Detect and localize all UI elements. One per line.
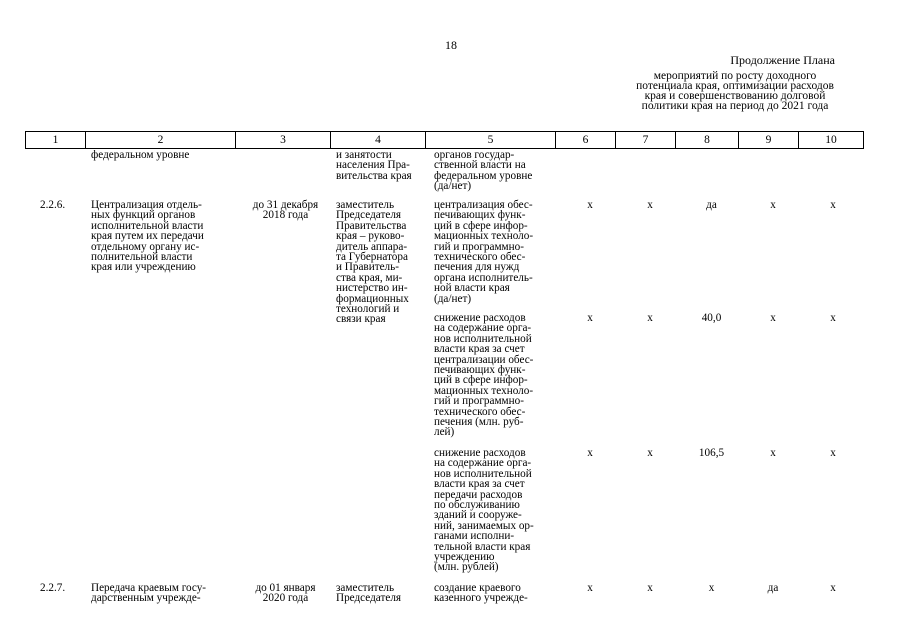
deadline: до 31 декабря 2018 года bbox=[252, 199, 319, 222]
value-col10: х bbox=[830, 447, 836, 459]
column-number: 1 bbox=[26, 132, 86, 149]
carryover-indicator: органов государ- ственной власти на федеральном уровне (да/нет) bbox=[434, 149, 533, 193]
carryover-responsible: и занятости населения Пра- вительства края bbox=[336, 149, 412, 182]
plan-title-line: края и совершенствованию долговой bbox=[644, 90, 826, 102]
plan-title-line: политики края на период до 2021 года bbox=[641, 100, 829, 112]
value-col8: 106,5 bbox=[698, 447, 725, 459]
column-number: 7 bbox=[616, 132, 676, 149]
indicator-text: создание краевого казенного учрежде- bbox=[434, 582, 528, 605]
measure-title: Передача краевым госу- дарственным учрежде- bbox=[91, 582, 207, 605]
continuation-label: Продолжение Плана bbox=[730, 53, 835, 67]
responsible: заместитель Председателя bbox=[336, 582, 402, 605]
value-col8: да bbox=[706, 199, 717, 211]
value-col6: х bbox=[587, 312, 593, 324]
value-col7: х bbox=[647, 312, 653, 324]
indicator-text: снижение расходов на содержание орга- нов исполнительной власти края за счет централизации обес- печивающих функ- ций в сфере инфор- мационных техноло- гий и программно- технического обес- печения (млн. руб- лей) bbox=[434, 312, 534, 439]
value-col9: х bbox=[770, 199, 776, 211]
value-col10: х bbox=[830, 312, 836, 324]
indicator-text: централизация обес- печивающих функ- ций в сфере инфор- мационных техноло- гий и программно- технического обес- печения для нужд органа исполнитель- ной власти края (да/нет) bbox=[434, 199, 534, 305]
column-number: 3 bbox=[236, 132, 331, 149]
column-number: 2 bbox=[86, 132, 236, 149]
value-col8: х bbox=[708, 582, 715, 594]
column-number: 4 bbox=[331, 132, 426, 149]
document-header bbox=[605, 55, 865, 111]
value-col6: х bbox=[587, 582, 593, 594]
responsible: заместитель Председателя Правительства края – руково- дитель аппара- та Губернатора и Правитель- ства края, ми- нистерство ин- формационных технологий и связи края bbox=[336, 199, 409, 326]
row-number: 2.2.7. bbox=[40, 582, 66, 594]
column-number-header bbox=[25, 131, 864, 149]
measure-title: Централизация отдель- ных функций органов исполнительной власти края путем их передачи отдельному органу ис- полнительной власти края или учреждению bbox=[91, 199, 204, 274]
value-col7: х bbox=[647, 582, 653, 594]
value-col10: х bbox=[830, 199, 836, 211]
value-col9: х bbox=[770, 312, 776, 324]
plan-title-line: потенциала края, оптимизации расходов bbox=[636, 80, 834, 92]
page-number: 18 bbox=[445, 38, 457, 52]
carryover-title: федеральном уровне bbox=[91, 149, 190, 161]
row-number: 2.2.6. bbox=[40, 199, 66, 211]
value-col6: х bbox=[587, 199, 593, 211]
column-number: 6 bbox=[556, 132, 616, 149]
value-col6: х bbox=[587, 447, 593, 459]
deadline: до 01 января 2020 года bbox=[255, 582, 316, 605]
value-col7: х bbox=[647, 447, 653, 459]
column-number: 8 bbox=[676, 132, 739, 149]
indicator-text: снижение расходов на содержание орга- нов исполнительной власти края за счет передачи расходов по обслуживанию зданий и сооруже- ний, занимаемых ор- ганами исполни- тельной власти края учреждению (млн. рублей) bbox=[434, 447, 534, 574]
column-number: 9 bbox=[739, 132, 799, 149]
plan-title-line: мероприятий по росту доходного bbox=[653, 70, 817, 82]
value-col9: х bbox=[770, 447, 776, 459]
value-col7: х bbox=[647, 199, 653, 211]
column-number: 5 bbox=[426, 132, 556, 149]
value-col9: да bbox=[767, 582, 779, 594]
value-col10: х bbox=[830, 582, 836, 594]
value-col8: 40,0 bbox=[701, 312, 722, 324]
column-number: 10 bbox=[799, 132, 864, 149]
